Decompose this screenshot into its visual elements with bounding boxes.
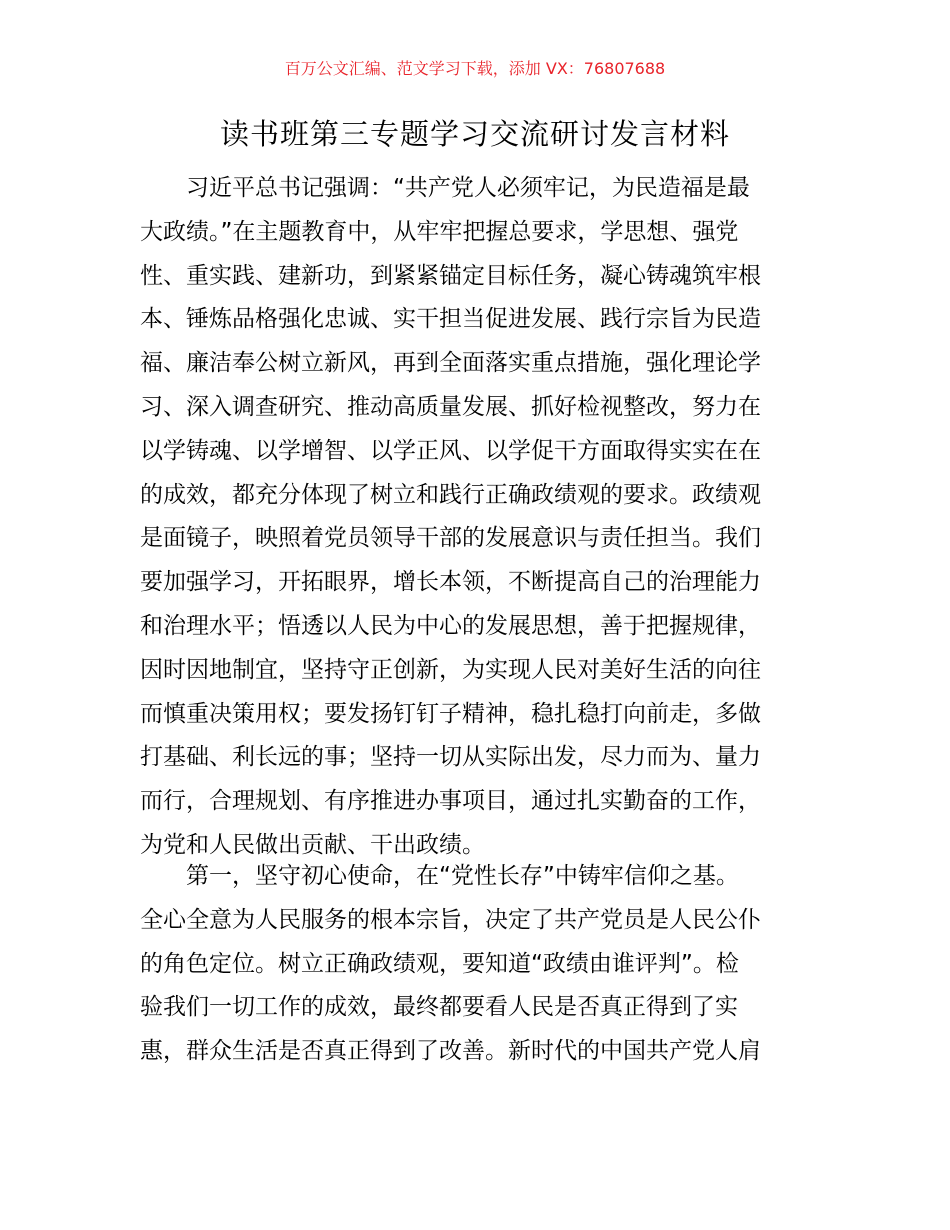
body-paragraph <box>140 855 761 1074</box>
paragraph-line: 打基础、利长远的事；坚持一切从实际出发，尽力而为、量力 <box>140 744 761 771</box>
paragraph-line: 全心全意为人民服务的根本宗旨，决定了共产党员是人民公仆 <box>140 906 761 933</box>
paragraph-line: 习、深入调查研究、推动高质量发展、抓好检视整改，努力在 <box>140 393 761 420</box>
paragraph-line: 因时因地制宜，坚持守正创新，为实现人民对美好生活的向往 <box>140 656 761 683</box>
paragraph-line: 性、重实践、建新功，到紧紧锚定目标任务，凝心铸魂筑牢根 <box>140 262 761 289</box>
header-contact-note: 百万公文汇编、范文学习下载，添加 VX：76807688 <box>284 59 666 78</box>
paragraph-line: 惠，群众生活是否真正得到了改善。新时代的中国共产党人肩 <box>140 1038 761 1065</box>
paragraph-line: 的成效，都充分体现了树立和践行正确政绩观的要求。政绩观 <box>140 481 761 508</box>
paragraph-line: 是面镜子，映照着党员领导干部的发展意识与责任担当。我们 <box>140 525 761 552</box>
paragraph-line: 而慎重决策用权；要发扬钉钉子精神，稳扎稳打向前走，多做 <box>140 700 761 727</box>
paragraph-line: 要加强学习，开拓眼界，增长本领，不断提高自己的治理能力 <box>140 569 761 596</box>
paragraph-line: 第一，坚守初心使命，在“党性长存”中铸牢信仰之基。 <box>186 863 739 889</box>
document-title: 读书班第三专题学习交流研讨发言材料 <box>219 117 730 151</box>
paragraph-line: 为党和人民做出贡献、干出政绩。 <box>140 831 485 858</box>
paragraph-line: 大政绩。”在主题教育中，从牢牢把握总要求，学思想、强党 <box>140 218 739 245</box>
paragraph-line: 验我们一切工作的成效，最终都要看人民是否真正得到了实 <box>140 994 738 1021</box>
paragraph-line: 和治理水平；悟透以人民为中心的发展思想，善于把握规律， <box>140 612 761 639</box>
body-paragraph <box>140 167 761 868</box>
paragraph-line: 习近平总书记强调：“共产党人必须牢记，为民造福是最 <box>186 175 750 201</box>
paragraph-line: 以学铸魂、以学增智、以学正风、以学促干方面取得实实在在 <box>140 437 761 464</box>
paragraph-line: 福、廉洁奉公树立新风，再到全面落实重点措施，强化理论学 <box>140 350 761 377</box>
paragraph-line: 本、锤炼品格强化忠诚、实干担当促进发展、践行宗旨为民造 <box>140 306 761 333</box>
paragraph-line: 的角色定位。树立正确政绩观，要知道“政绩由谁评判”。检 <box>140 950 739 977</box>
paragraph-line: 而行，合理规划、有序推进办事项目，通过扎实勤奋的工作， <box>140 788 761 815</box>
